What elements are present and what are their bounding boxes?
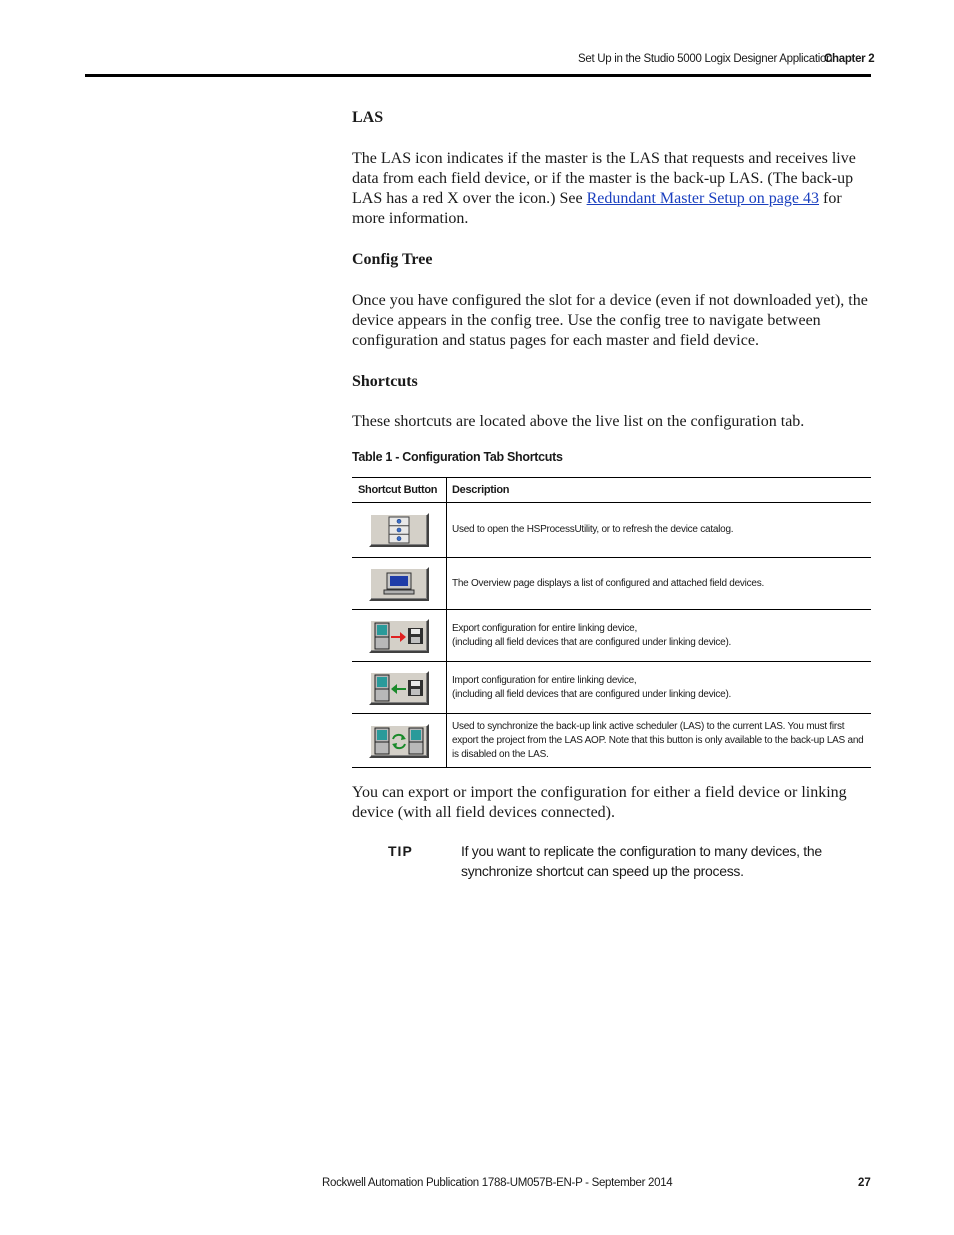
shortcut-table [352,477,871,768]
hs-process-utility-icon [385,516,413,544]
tip-label: TIP [388,843,413,859]
table-header-row [352,478,871,503]
import-configuration-icon [373,674,425,702]
row-description: The Overview page displays a list of configured and attached field devices. [452,577,764,589]
export-configuration-icon [373,622,425,650]
table-row [352,558,871,610]
hs-process-utility-button[interactable] [369,513,429,547]
table-row [352,714,871,768]
page-number: 27 [858,1177,871,1189]
row-description: Used to open the HSProcessUtility, or to refresh the device catalog. [452,524,734,535]
las-paragraph [352,149,874,229]
redundant-master-setup-link[interactable]: Redundant Master Setup on page 43 [586,190,819,207]
config-tree-heading: Config Tree [352,251,433,268]
row-description-line1: Import configuration for entire linking device, [452,674,637,686]
config-tree-paragraph: Once you have configured the slot for a device (even if not downloaded yet), the device appears in the config tree. Use the config tree to navigate between configuration and status pages for each master and field device. [352,292,868,349]
shortcuts-paragraph: These shortcuts are located above the live list on the configuration tab. [352,413,805,430]
synchronize-las-icon [373,727,425,755]
running-header-chapter: Chapter 2 [824,53,875,65]
las-text-after-link: for more information. [352,190,842,227]
row-description: Used to synchronize the back-up link active scheduler (LAS) to the current LAS. You must first export the project from the LAS AOP. Note that this button is only available to the back-up LAS and is disabled on the LAS. [452,720,864,760]
table-caption: Table 1 - Configuration Tab Shortcuts [352,450,563,464]
table-row [352,662,871,714]
synchronize-button[interactable] [369,724,429,758]
export-import-paragraph: You can export or import the configuration for either a field device or linking device (with all field devices connected). [352,784,847,821]
row-description-line1: Export configuration for entire linking device, [452,622,638,634]
row-description-line2: (including all field devices that are configured under linking device). [452,636,732,648]
running-header-section-title: Set Up in the Studio 5000 Logix Designer Application [578,53,833,65]
las-text-before-link: The LAS icon indicates if the master is the LAS that requests and receives live data from each field device, or if the master is the back-up LAS. (The back-up LAS has a red X over the icon.) See [352,150,856,207]
column-header-shortcut-button: Shortcut Button [352,478,447,503]
export-configuration-button[interactable] [369,619,429,653]
row-description-line2: (including all field devices that are configured under linking device). [452,688,732,700]
import-configuration-button[interactable] [369,671,429,705]
footer-publication: Rockwell Automation Publication 1788-UM057B-EN-P - September 2014 [322,1177,673,1189]
las-heading: LAS [352,109,384,126]
overview-monitor-icon [382,571,416,597]
shortcuts-heading: Shortcuts [352,373,418,390]
header-divider [85,74,871,77]
overview-button[interactable] [369,567,429,601]
column-header-description: Description [452,484,510,496]
table-row [352,503,871,558]
table-row [352,610,871,662]
tip-text: If you want to replicate the configuration to many devices, the synchronize shortcut can speed up the process. [461,843,822,879]
